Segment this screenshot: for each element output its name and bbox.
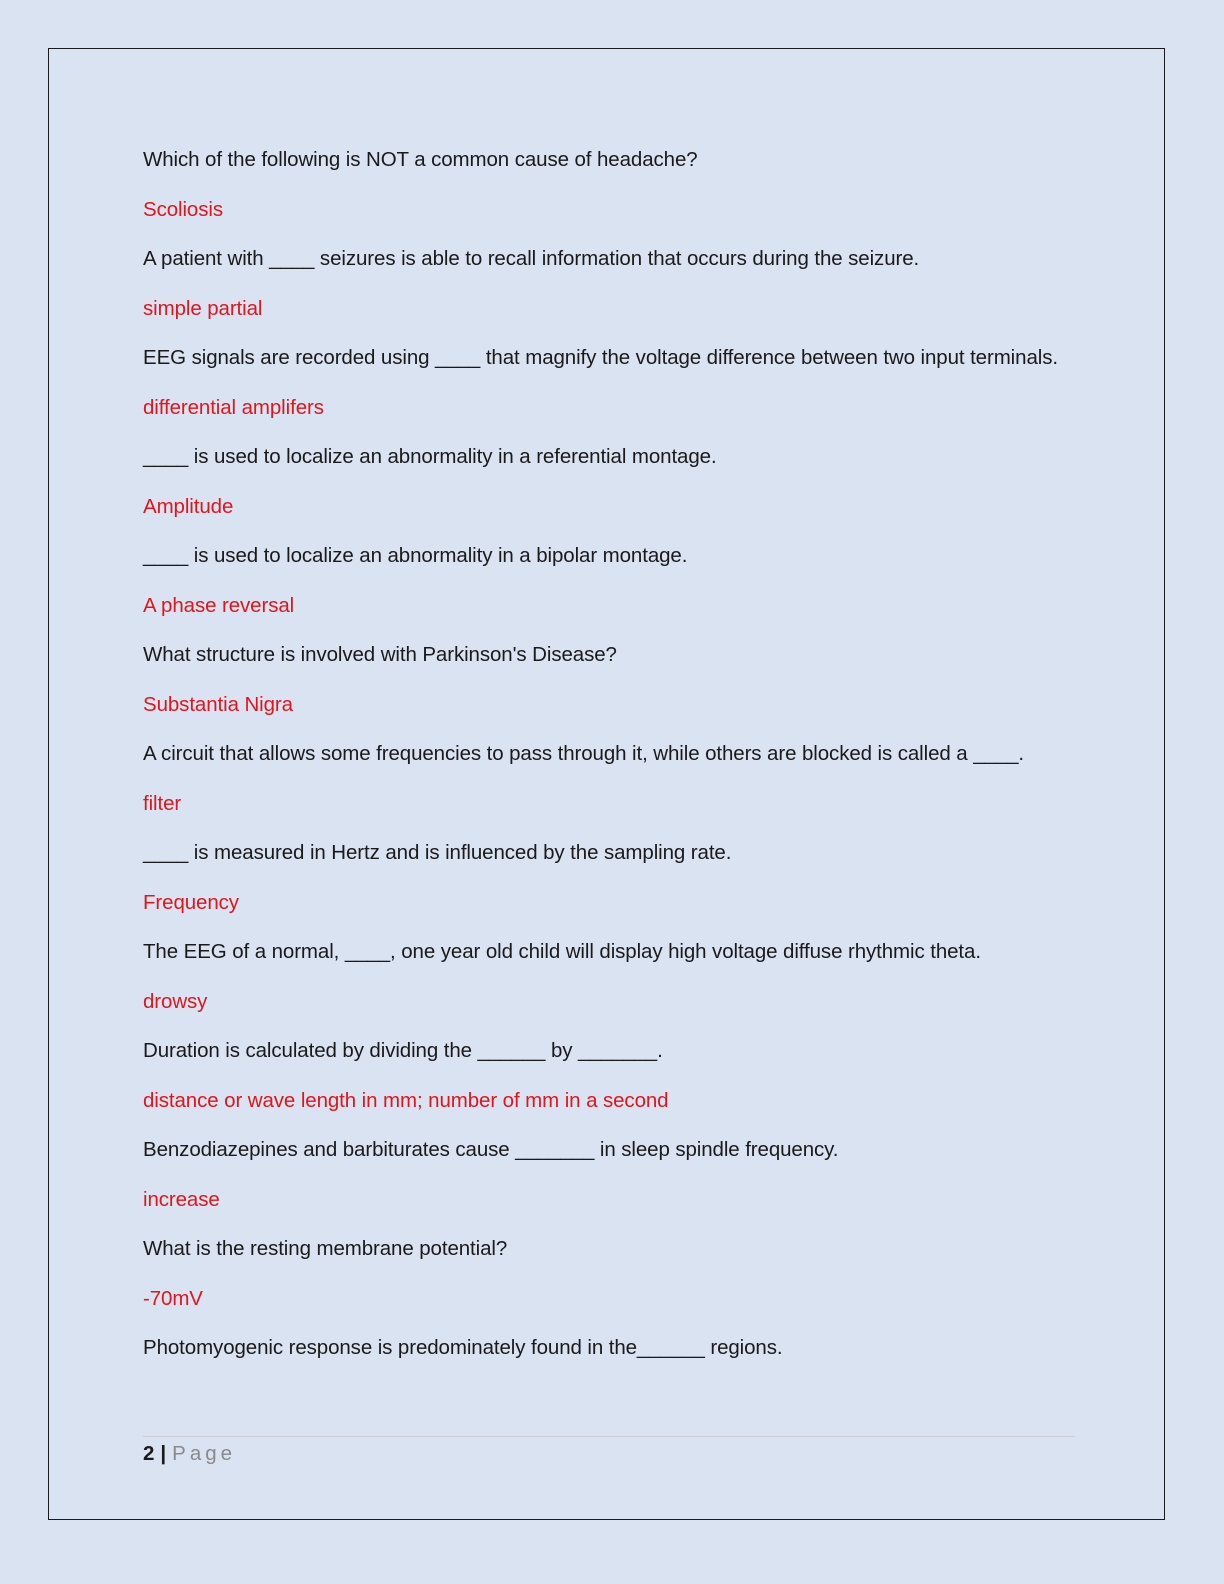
answer-10: distance or wave length in mm; number of mm in a second: [143, 1088, 669, 1112]
question-3: EEG signals are recorded using ____ that magnify the voltage difference between two input terminals.: [143, 346, 1058, 369]
answer-1: Scoliosis: [143, 197, 223, 221]
question-13: Photomyogenic response is predominately found in the______ regions.: [143, 1336, 783, 1359]
answer-9: drowsy: [143, 989, 208, 1013]
question-7: A circuit that allows some frequencies to pass through it, while others are blocked is called a ____.: [143, 742, 1024, 765]
answer-11: increase: [143, 1187, 220, 1211]
footer-divider: [143, 1436, 1075, 1437]
question-6: What structure is involved with Parkinson's Disease?: [143, 643, 617, 666]
question-9: The EEG of a normal, ____, one year old child will display high voltage diffuse rhythmic theta.: [143, 940, 981, 963]
qa-list: [143, 143, 1078, 1381]
answer-4: Amplitude: [143, 494, 234, 518]
answer-6: Substantia Nigra: [143, 692, 293, 716]
question-11: Benzodiazepines and barbiturates cause _______ in sleep spindle frequency.: [143, 1138, 839, 1161]
question-1: Which of the following is NOT a common cause of headache?: [143, 148, 698, 171]
question-8: ____ is measured in Hertz and is influenced by the sampling rate.: [143, 841, 732, 864]
answer-3: differential amplifers: [143, 395, 324, 419]
answer-7: filter: [143, 791, 182, 815]
answer-5: A phase reversal: [143, 593, 295, 617]
footer-separator: |: [160, 1442, 167, 1465]
question-10: Duration is calculated by dividing the ______ by _______.: [143, 1039, 663, 1062]
answer-12: -70mV: [143, 1286, 203, 1310]
question-5: ____ is used to localize an abnormality in a bipolar montage.: [143, 544, 688, 567]
answer-2: simple partial: [143, 296, 263, 320]
page-number: 2: [143, 1442, 155, 1465]
page-label: Page: [172, 1442, 237, 1465]
question-4: ____ is used to localize an abnormality in a referential montage.: [143, 445, 717, 468]
page-footer: [143, 1439, 236, 1469]
answer-8: Frequency: [143, 890, 239, 914]
question-2: A patient with ____ seizures is able to recall information that occurs during the seizure.: [143, 247, 920, 270]
question-12: What is the resting membrane potential?: [143, 1237, 508, 1260]
